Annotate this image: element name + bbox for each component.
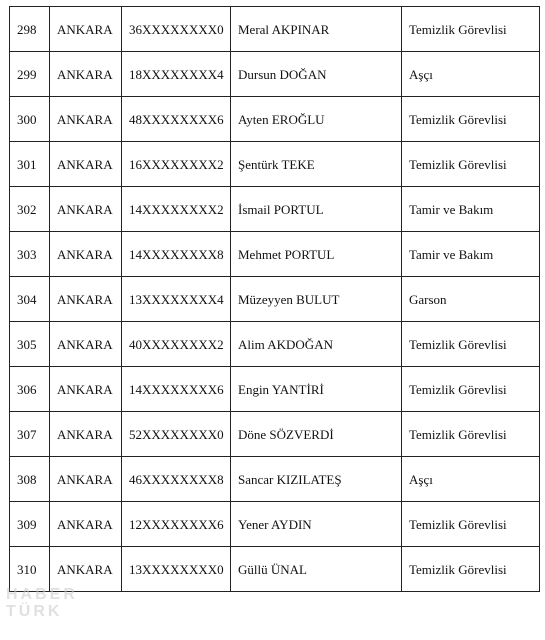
job-title-cell: Garson <box>402 277 540 322</box>
city-cell: ANKARA <box>50 187 122 232</box>
job-title-cell: Temizlik Görevlisi <box>402 502 540 547</box>
table-row <box>10 502 540 547</box>
row-number-cell: 302 <box>10 187 50 232</box>
id-number-cell: 13XXXXXXXX0 <box>122 547 231 592</box>
city-cell: ANKARA <box>50 322 122 367</box>
job-title-cell: Temizlik Görevlisi <box>402 367 540 412</box>
id-number-cell: 40XXXXXXXX2 <box>122 322 231 367</box>
table-row <box>10 97 540 142</box>
table-row <box>10 187 540 232</box>
id-number-cell: 48XXXXXXXX6 <box>122 97 231 142</box>
table-row <box>10 52 540 97</box>
full-name-cell: Alim AKDOĞAN <box>231 322 402 367</box>
table-row <box>10 232 540 277</box>
city-cell: ANKARA <box>50 7 122 52</box>
city-cell: ANKARA <box>50 547 122 592</box>
table-row <box>10 142 540 187</box>
id-number-cell: 13XXXXXXXX4 <box>122 277 231 322</box>
full-name-cell: Müzeyyen BULUT <box>231 277 402 322</box>
id-number-cell: 16XXXXXXXX2 <box>122 142 231 187</box>
job-title-cell: Temizlik Görevlisi <box>402 322 540 367</box>
full-name-cell: Sancar KIZILATEŞ <box>231 457 402 502</box>
table-row <box>10 457 540 502</box>
row-number-cell: 300 <box>10 97 50 142</box>
full-name-cell: Meral AKPINAR <box>231 7 402 52</box>
city-cell: ANKARA <box>50 367 122 412</box>
row-number-cell: 299 <box>10 52 50 97</box>
watermark-line-2: TÜRK <box>6 603 63 620</box>
id-number-cell: 52XXXXXXXX0 <box>122 412 231 457</box>
id-number-cell: 14XXXXXXXX8 <box>122 232 231 277</box>
id-number-cell: 18XXXXXXXX4 <box>122 52 231 97</box>
table-row <box>10 547 540 592</box>
row-number-cell: 298 <box>10 7 50 52</box>
full-name-cell: Dursun DOĞAN <box>231 52 402 97</box>
city-cell: ANKARA <box>50 412 122 457</box>
city-cell: ANKARA <box>50 277 122 322</box>
table-row <box>10 412 540 457</box>
full-name-cell: İsmail PORTUL <box>231 187 402 232</box>
full-name-cell: Mehmet PORTUL <box>231 232 402 277</box>
row-number-cell: 305 <box>10 322 50 367</box>
row-number-cell: 310 <box>10 547 50 592</box>
table-row <box>10 367 540 412</box>
id-number-cell: 14XXXXXXXX2 <box>122 187 231 232</box>
table-row <box>10 277 540 322</box>
city-cell: ANKARA <box>50 457 122 502</box>
id-number-cell: 46XXXXXXXX8 <box>122 457 231 502</box>
job-title-cell: Temizlik Görevlisi <box>402 7 540 52</box>
job-title-cell: Temizlik Görevlisi <box>402 142 540 187</box>
job-title-cell: Temizlik Görevlisi <box>402 97 540 142</box>
job-title-cell: Aşçı <box>402 52 540 97</box>
city-cell: ANKARA <box>50 502 122 547</box>
full-name-cell: Şentürk TEKE <box>231 142 402 187</box>
full-name-cell: Döne SÖZVERDİ <box>231 412 402 457</box>
full-name-cell: Yener AYDIN <box>231 502 402 547</box>
id-number-cell: 12XXXXXXXX6 <box>122 502 231 547</box>
job-title-cell: Tamir ve Bakım <box>402 232 540 277</box>
table-row <box>10 322 540 367</box>
job-title-cell: Tamir ve Bakım <box>402 187 540 232</box>
city-cell: ANKARA <box>50 97 122 142</box>
personnel-table <box>9 6 540 592</box>
watermark-line-1: HABER <box>6 586 78 603</box>
row-number-cell: 306 <box>10 367 50 412</box>
job-title-cell: Temizlik Görevlisi <box>402 547 540 592</box>
row-number-cell: 304 <box>10 277 50 322</box>
id-number-cell: 14XXXXXXXX6 <box>122 367 231 412</box>
id-number-cell: 36XXXXXXXX0 <box>122 7 231 52</box>
row-number-cell: 309 <box>10 502 50 547</box>
city-cell: ANKARA <box>50 232 122 277</box>
row-number-cell: 301 <box>10 142 50 187</box>
full-name-cell: Ayten EROĞLU <box>231 97 402 142</box>
full-name-cell: Güllü ÜNAL <box>231 547 402 592</box>
full-name-cell: Engin YANTİRİ <box>231 367 402 412</box>
row-number-cell: 308 <box>10 457 50 502</box>
city-cell: ANKARA <box>50 52 122 97</box>
row-number-cell: 303 <box>10 232 50 277</box>
row-number-cell: 307 <box>10 412 50 457</box>
job-title-cell: Aşçı <box>402 457 540 502</box>
table-row <box>10 7 540 52</box>
job-title-cell: Temizlik Görevlisi <box>402 412 540 457</box>
city-cell: ANKARA <box>50 142 122 187</box>
